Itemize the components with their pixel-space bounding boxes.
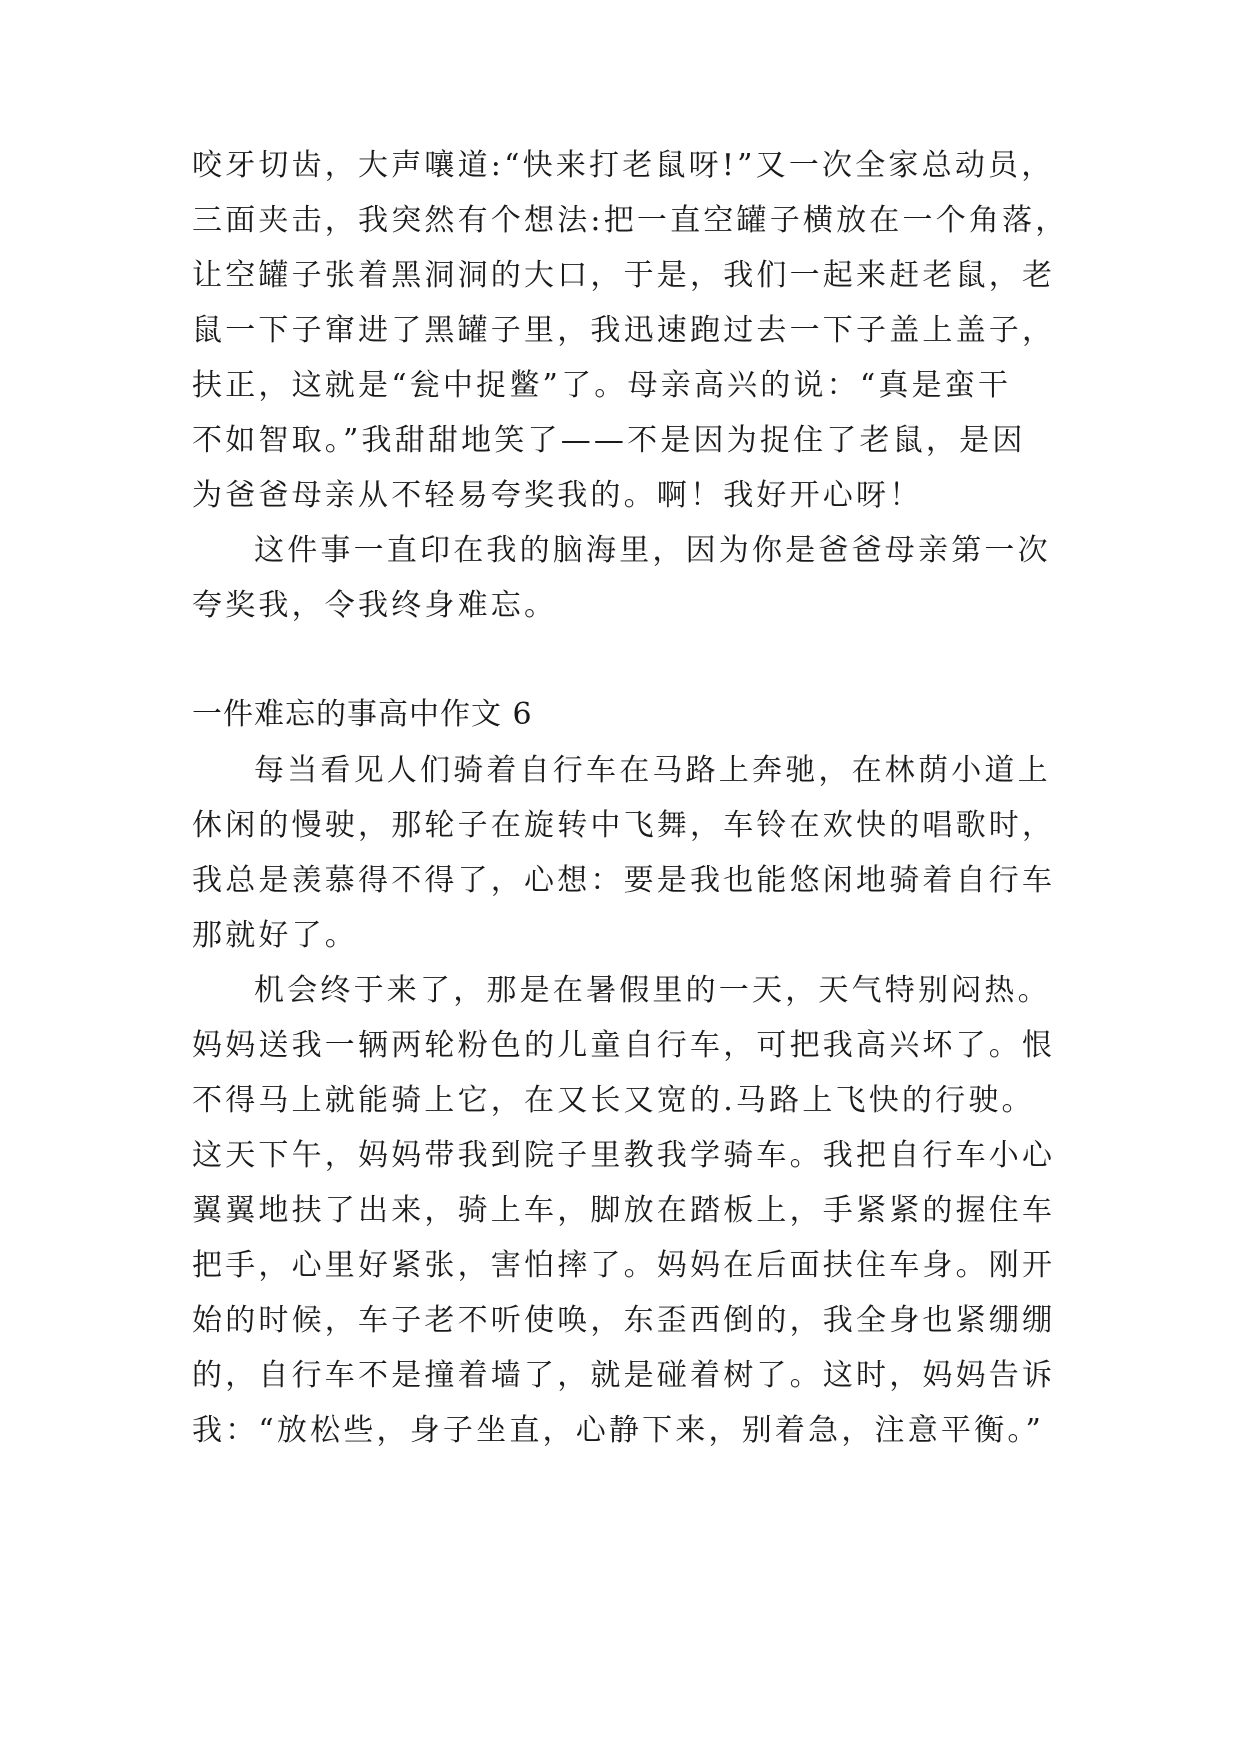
text-line: 为爸爸母亲从不轻易夸奖我的。啊！我好开心呀！	[192, 478, 923, 513]
text-line: 咬牙切齿，大声嚷道:“快来打老鼠呀!”又一次全家总动员，	[192, 148, 1055, 183]
text-line: 不如智取。”我甜甜地笑了——不是因为捉住了老鼠，是因	[192, 423, 1026, 458]
text-line: 三面夹击，我突然有个想法:把一直空罐子横放在一个角落，	[192, 203, 1069, 238]
text-line: 不得马上就能骑上它，在又长又宽的.马路上飞快的行驶。	[192, 1083, 1035, 1118]
text-line: 这件事一直印在我的脑海里，因为你是爸爸母亲第一次	[254, 533, 1051, 568]
text-line: 翼翼地扶了出来，骑上车，脚放在踏板上，手紧紧的握住车	[192, 1193, 1056, 1228]
text-line: 我总是羡慕得不得了，心想：要是我也能悠闲地骑着自行车	[192, 863, 1056, 898]
text-line: 扶正，这就是“瓮中捉鳖”了。母亲高兴的说：“真是蛮干	[192, 368, 1012, 403]
text-line: 我：“放松些，身子坐直，心静下来，别着急，注意平衡。”	[192, 1413, 1045, 1448]
text-line: 机会终于来了，那是在暑假里的一天，天气特别闷热。	[254, 973, 1051, 1008]
text-line: 那就好了。	[192, 918, 358, 953]
section-heading: 一件难忘的事高中作文 6	[192, 697, 533, 732]
text-line: 鼠一下子窜进了黑罐子里，我迅速跑过去一下子盖上盖子，	[192, 313, 1056, 348]
text-line: 每当看见人们骑着自行车在马路上奔驰，在林荫小道上	[254, 753, 1051, 788]
text-line: 的，自行车不是撞着墙了，就是碰着树了。这时，妈妈告诉	[192, 1358, 1056, 1393]
text-line: 夸奖我，令我终身难忘。	[192, 588, 558, 623]
text-line: 让空罐子张着黑洞洞的大口，于是，我们一起来赶老鼠，老	[192, 258, 1056, 293]
text-line: 妈妈送我一辆两轮粉色的儿童自行车，可把我高兴坏了。恨	[192, 1028, 1056, 1063]
text-line: 休闲的慢驶，那轮子在旋转中飞舞，车铃在欢快的唱歌时，	[192, 808, 1056, 843]
text-line: 这天下午，妈妈带我到院子里教我学骑车。我把自行车小心	[192, 1138, 1056, 1173]
text-line: 始的时候，车子老不听使唤，东歪西倒的，我全身也紧绷绷	[192, 1303, 1056, 1338]
text-line: 把手，心里好紧张，害怕摔了。妈妈在后面扶住车身。刚开	[192, 1248, 1056, 1283]
